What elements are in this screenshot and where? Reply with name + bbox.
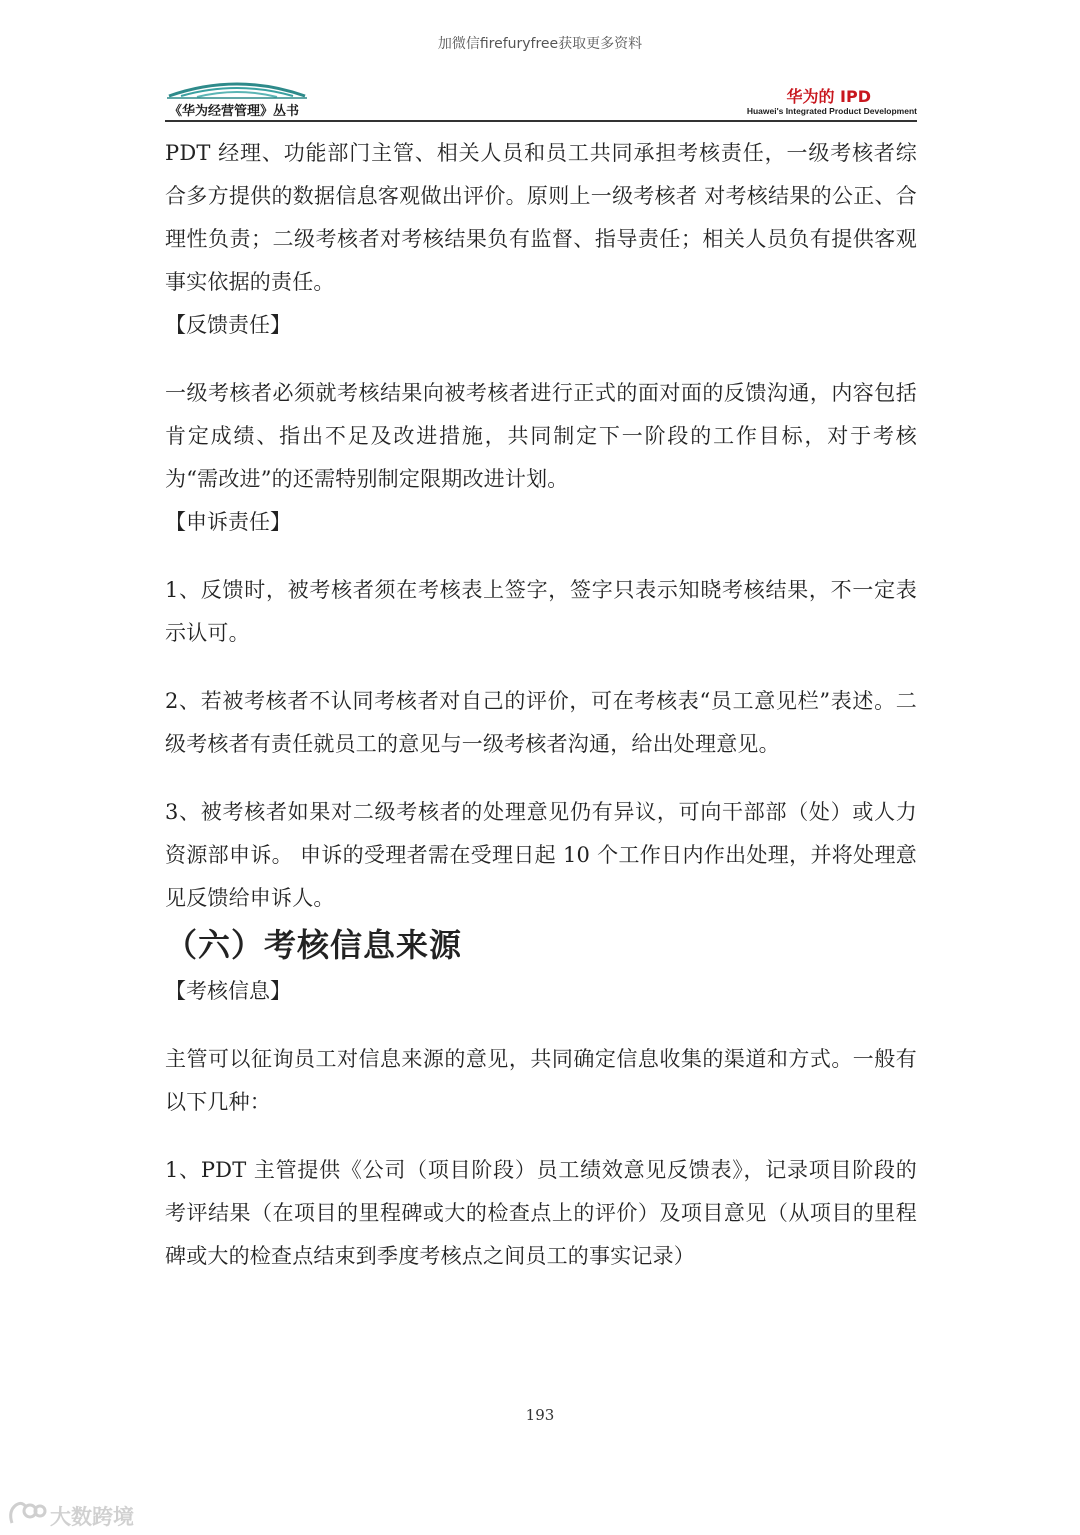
- watermark: [6, 1497, 146, 1531]
- brand-logo: [747, 88, 917, 117]
- page-content: [165, 130, 917, 1278]
- top-note: 加微信firefuryfree获取更多资料: [437, 36, 643, 52]
- info-item-1: 1、PDT 主管提供《公司（项目阶段）员工绩效意见反馈表》，记录项目阶段的考评结果（在项目的里程碑或大的检查点上的评价）及项目意见（从项目的里程碑或大的检查点结束到季度考核点之间员工的事实记录）: [165, 1158, 917, 1268]
- roof-logo-icon: [167, 78, 307, 100]
- paragraph-info: 主管可以征询员工对信息来源的意见，共同确定信息收集的渠道和方式。一般有以下几种：: [165, 1047, 917, 1114]
- page-header: [165, 78, 917, 122]
- watermark-logo-icon: [6, 1497, 48, 1529]
- appeal-item-3: 3、被考核者如果对二级考核者的处理意见仍有异议，可向干部部（处）或人力资源部申诉。 申诉的受理者需在受理日起 10 个工作日内作出处理，并将处理意见反馈给申诉人。: [165, 800, 917, 910]
- paragraph-feedback: 一级考核者必须就考核结果向被考核者进行正式的面对面的反馈沟通，内容包括肯定成绩、指出不足及改进措施，共同制定下一阶段的工作目标，对于考核为“需改进”的还需特别制定限期改进计划。: [165, 381, 917, 491]
- paragraph-responsibility: PDT 经理、功能部门主管、相关人员和员工共同承担考核责任，一级考核者综合多方提供的数据信息客观做出评价。原则上一级考核者 对考核结果的公正、合理性负责；二级考核者对考核结果负有监督、指导责任；相关人员负有提供客观事实依据的责任。: [165, 141, 917, 294]
- appeal-item-2: 2、若被考核者不认同考核者对自己的评价，可在考核表“员工意见栏”表述。二级考核者有责任就员工的意见与一级考核者沟通，给出处理意见。: [165, 689, 917, 756]
- brand-subtitle: Huawei's Integrated Product Development: [746, 106, 917, 116]
- label-appeal: 【申诉责任】: [165, 510, 291, 534]
- label-info: 【考核信息】: [165, 979, 291, 1003]
- series-logo: [165, 78, 325, 122]
- section-heading: （六）考核信息来源: [165, 926, 463, 964]
- appeal-item-1: 1、反馈时，被考核者须在考核表上签字，签字只表示知晓考核结果，不一定表示认可。: [165, 578, 917, 645]
- page-number: 193: [525, 1406, 555, 1424]
- watermark-text: 大数跨境: [50, 1505, 134, 1529]
- label-feedback: 【反馈责任】: [165, 313, 291, 337]
- header-divider: [165, 120, 917, 122]
- series-title: 《华为经营管理》丛书: [169, 104, 300, 119]
- brand-title: 华为的 IPD: [786, 87, 871, 106]
